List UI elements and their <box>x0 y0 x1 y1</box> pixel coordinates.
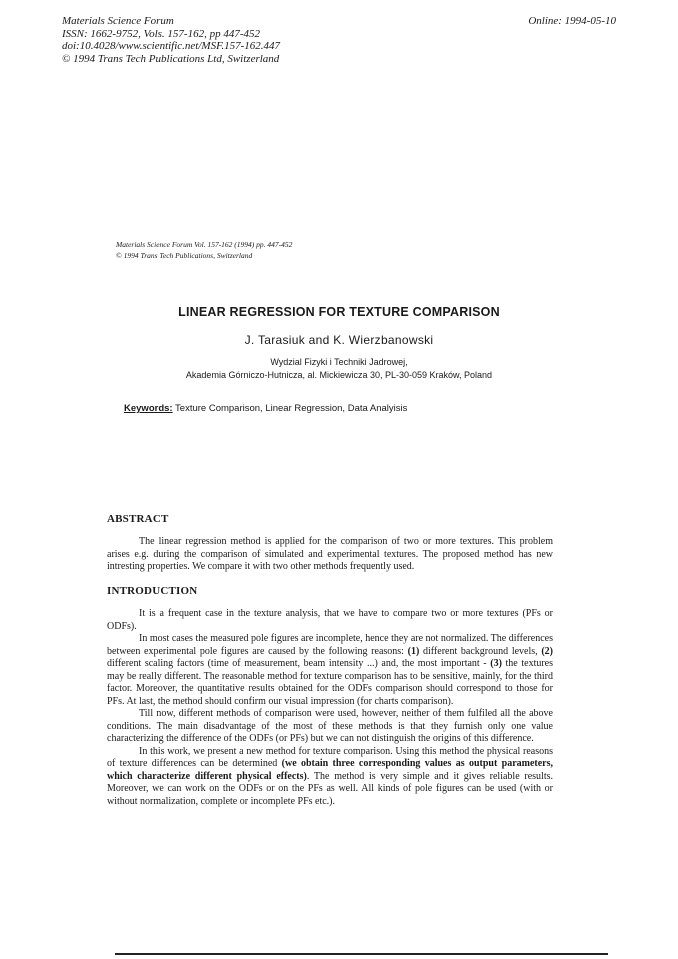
reason-1-marker: (1) <box>407 645 420 657</box>
abstract-paragraph: The linear regression method is applied for the comparison of two or more textures. This problem arises e.g. during the comparison of simulated and experimental textures. The proposed method has new intresting properties. We compare it with two other methods frequently used. <box>107 536 553 572</box>
intro-paragraph-2 <box>107 633 553 708</box>
intro-p4-text-a: In this work, we present a new method for texture comparison. Using this method the physical reasons of texture differences can be determined <box>107 745 553 769</box>
online-date: Online: 1994-05-10 <box>528 15 616 27</box>
affiliation-line-2: Akademia Górniczo-Hutnicza, al. Mickiewicza 30, PL-30-059 Kraków, Poland <box>185 370 493 380</box>
journal-stamp <box>116 240 292 261</box>
intro-p4-text-b: . The method is very simple and it gives reliable results. Moreover, we can work on the ODFs or on the PFs as well. All kinds of pole figures can be used (with or without normalization, complete or incomplete PFs etc.). <box>107 770 553 807</box>
affiliation <box>0 356 678 382</box>
issn-line: ISSN: 1662-9752, Vols. 157-162, pp 447-452 <box>62 27 260 40</box>
keywords <box>124 403 407 414</box>
reason-3-marker: (3) <box>490 658 502 669</box>
intro-p2-text-c: different scaling factors (time of measurement, beam intensity ...) and, the most important - <box>107 658 491 669</box>
abstract-heading: ABSTRACT <box>107 513 169 525</box>
keywords-label: Keywords: <box>124 403 173 414</box>
introduction-heading: INTRODUCTION <box>107 585 198 597</box>
paper-authors: J. Tarasiuk and K. Wierzbanowski <box>244 333 434 347</box>
paper-title: LINEAR REGRESSION FOR TEXTURE COMPARISON <box>178 305 500 319</box>
reason-2-marker: (2) <box>541 645 553 657</box>
bottom-rule <box>115 953 608 955</box>
keywords-text: Texture Comparison, Linear Regression, Data Analyisis <box>172 403 408 414</box>
affiliation-line-1: Wydzial Fizyki i Techniki Jadrowej, <box>270 357 408 367</box>
intro-p2-text-b: different background levels, <box>419 645 542 657</box>
doi-line[interactable]: doi:10.4028/www.scientific.net/MSF.157-162.447 <box>62 40 281 52</box>
journal-name: Materials Science Forum <box>62 15 174 27</box>
intro-p2-text-d: the textures may be really different. The reasonable method for texture comparison has to be sensitive, mainly, for the third factor. Moreover, the quantitative results obtained for the ODFs comparison should correspond to those for PFs. At last, the method should confirm our visual impression (for charts comparison). <box>107 658 554 707</box>
intro-paragraph-1: It is a frequent case in the texture analysis, that we have to compare two or more textures (PFs or ODFs). <box>107 608 553 632</box>
stamp-line-1: Materials Science Forum Vol. 157-162 (1994) pp. 447-452 <box>116 240 293 249</box>
copyright-line: © 1994 Trans Tech Publications Ltd, Switzerland <box>62 52 280 65</box>
intro-paragraph-3: Till now, different methods of comparison were used, however, neither of them fulfiled all the above conditions. The main disadvantage of the most of these methods is that they furnish only one value characterizing the difference of the ODFs (or PFs) but we can not distinguish the origins of this difference. <box>107 708 553 744</box>
intro-p2-text-a: In most cases the measured pole figures are incomplete, hence they are not normalized. The differences between experimental pole figures are caused by the following reasons: <box>107 633 553 657</box>
stamp-line-2: © 1994 Trans Tech Publications, Switzerland <box>116 250 253 260</box>
introduction-body <box>107 608 553 808</box>
intro-paragraph-4 <box>107 746 553 809</box>
intro-p4-emphasis: (we obtain three corresponding values as output parameters, which characterize different physical effects) <box>107 758 553 782</box>
abstract-body <box>107 536 553 574</box>
publication-metadata <box>62 15 280 65</box>
